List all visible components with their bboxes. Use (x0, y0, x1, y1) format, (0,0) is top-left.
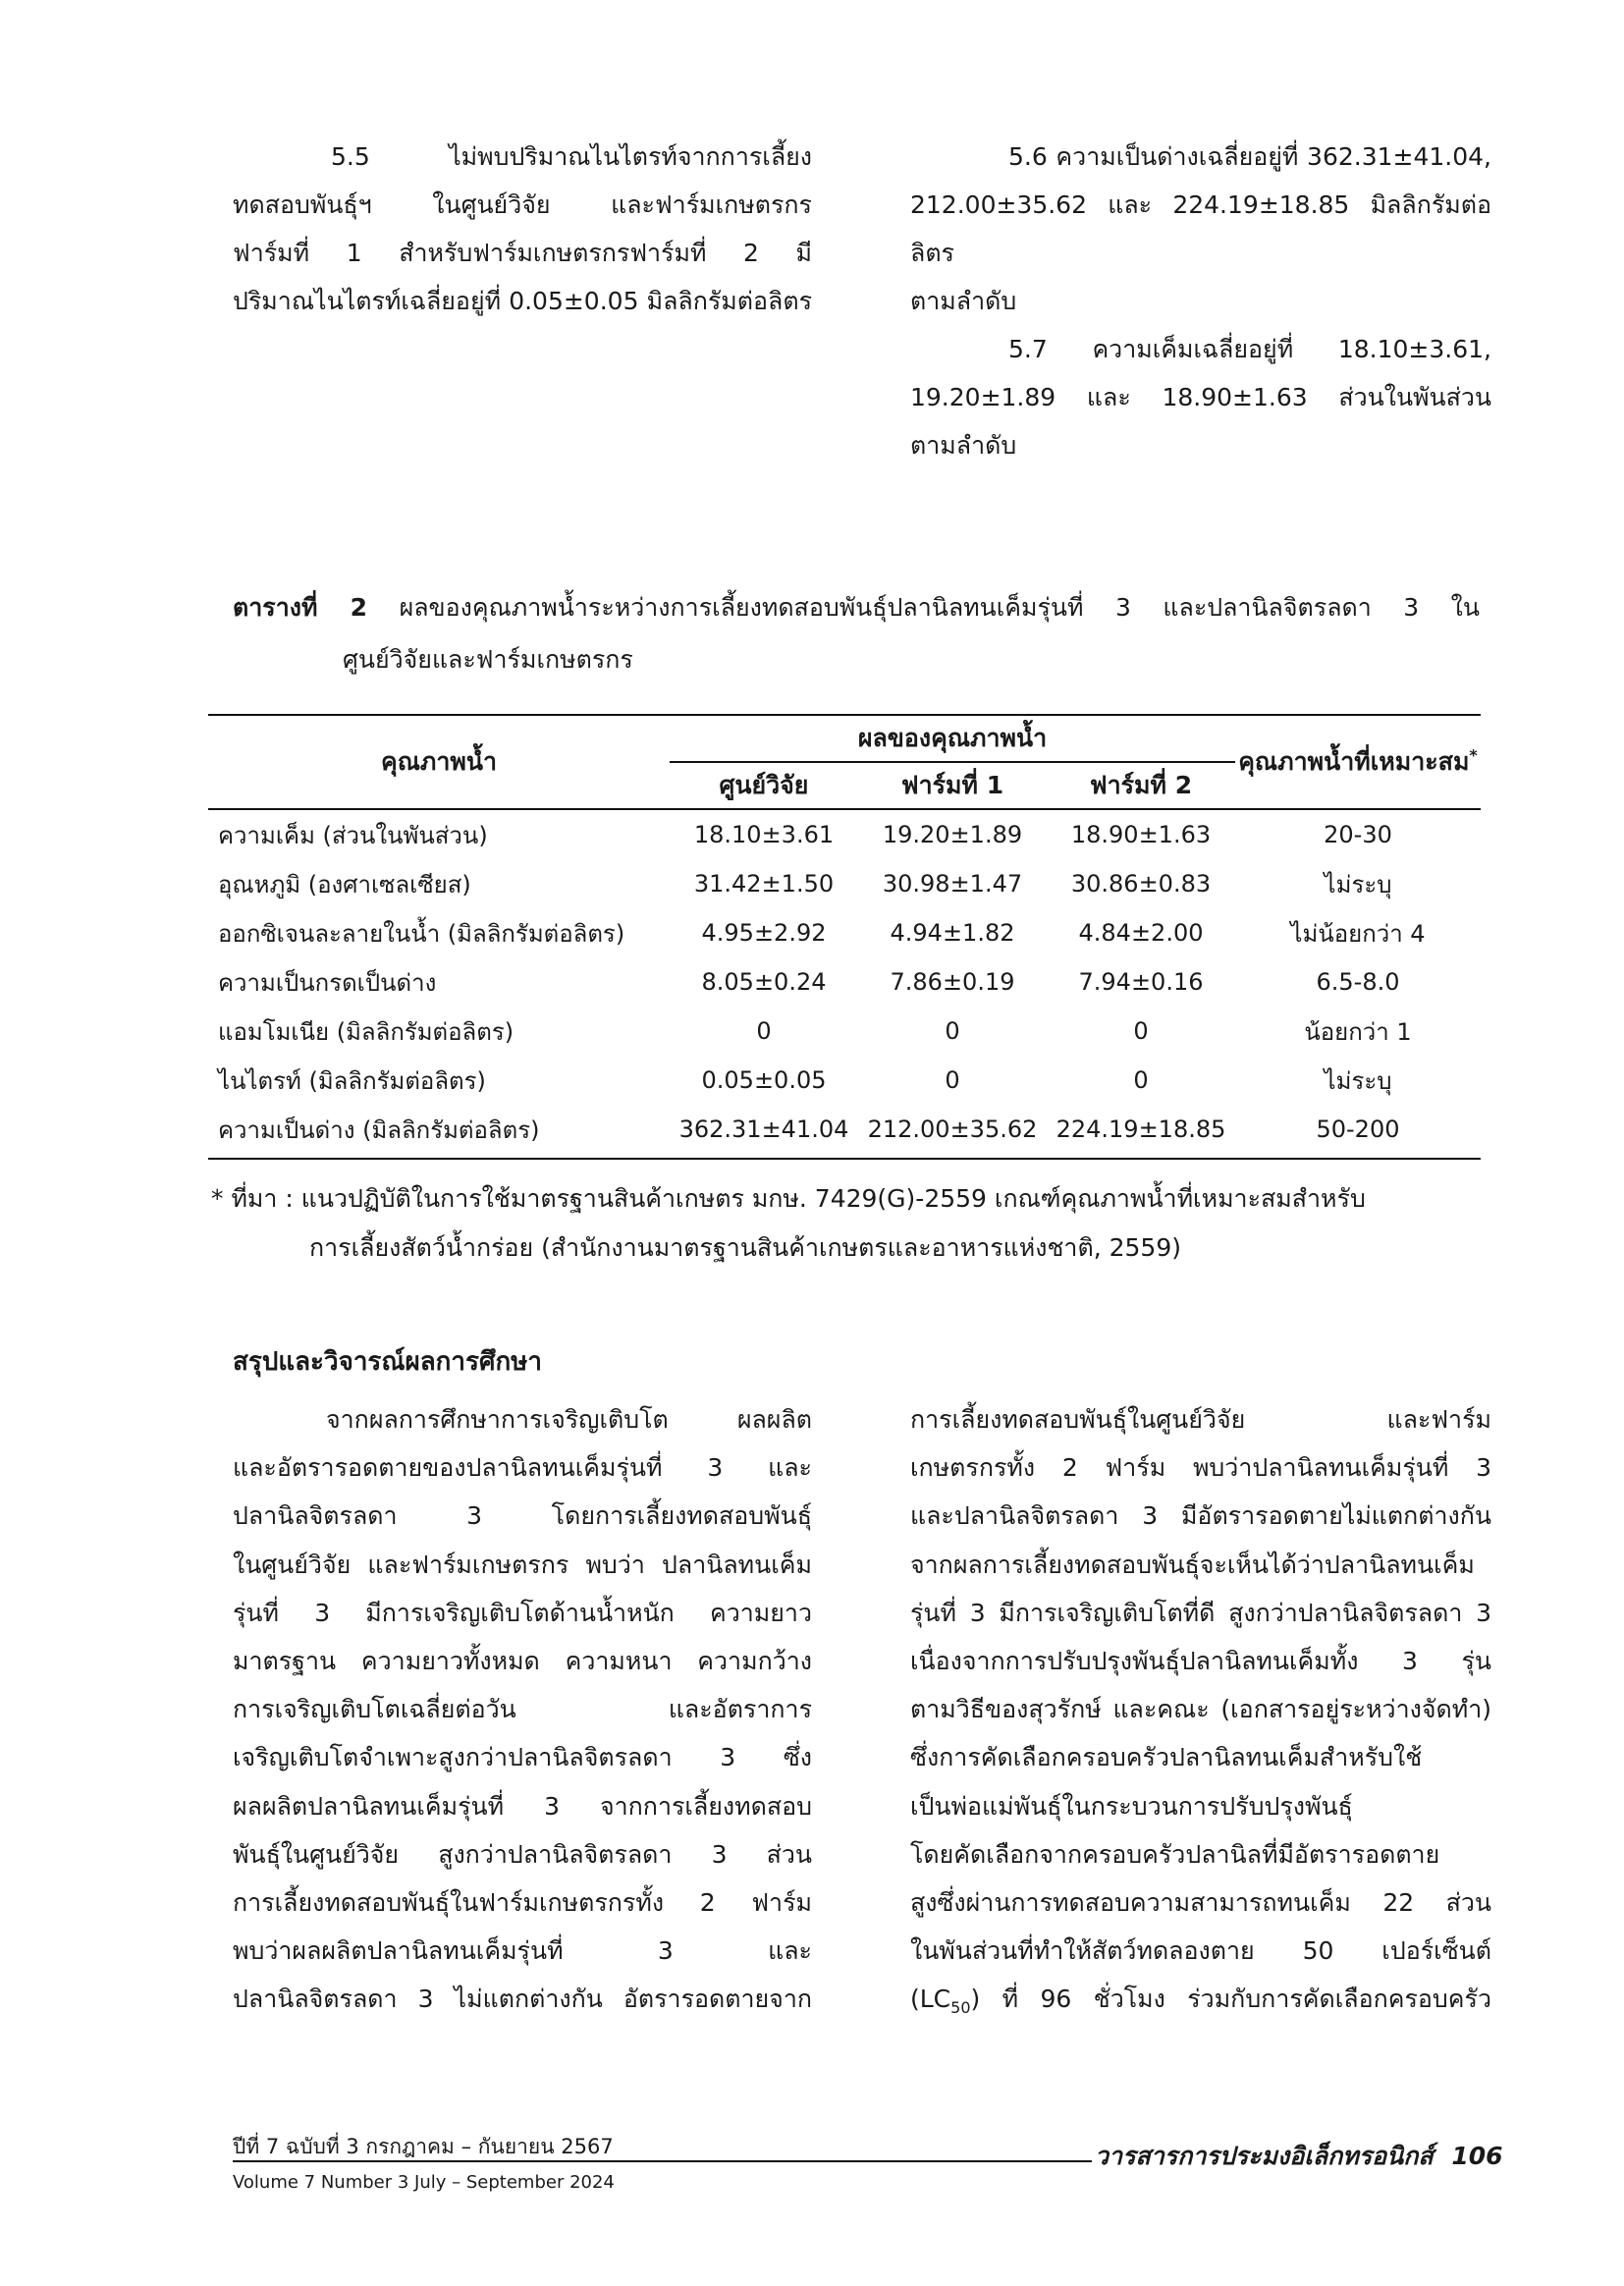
text-line: สูงซึ่งผ่านการทดสอบความสามารถทนเค็ม 22 ส่วน (910, 1888, 1491, 1918)
table-caption (233, 581, 1480, 685)
note-line-2: การเลี้ยงสัตว์น้ำกร่อย (สำนักงานมาตรฐานสินค้าเกษตรและอาหารแห่งชาติ, 2559) (309, 1233, 1181, 1262)
cell-center: 4.95±2.92 (701, 919, 827, 947)
text-line: การเลี้ยงทดสอบพันธุ์ในศูนย์วิจัย และฟาร์ม (910, 1405, 1491, 1434)
subheader-center: ศูนย์วิจัย (719, 771, 809, 799)
text-line: ตามวิธีของสุวรักษ์ และคณะ (เอกสารอยู่ระหว่างจัดทำ) (910, 1695, 1491, 1724)
lc-suffix: ) ที่ 96 ชั่วโมง ร่วมกับการคัดเลือกครอบครัว (970, 1985, 1491, 2014)
section-title: สรุปและวิจารณ์ผลการศึกษา (233, 1347, 542, 1377)
cell-param: ความเป็นด่าง (มิลลิกรัมต่อลิตร) (218, 1116, 540, 1144)
cell-param: ไนไตรท์ (มิลลิกรัมต่อลิตร) (218, 1066, 486, 1095)
caption-line-1 (233, 581, 1480, 633)
text-line: และอัตรารอดตายของปลานิลทนเค็มรุ่นที่ 3 และ (233, 1453, 812, 1483)
subheader-farm1: ฟาร์มที่ 1 (900, 771, 1004, 799)
cell-center: 31.42±1.50 (693, 870, 835, 898)
note-line-1: * ที่มา : แนวปฏิบัติในการใช้มาตรฐานสินค้าเกษตร มกษ. 7429(G)-2559 เกณฑ์คุณภาพน้ำที่เหมาะสมสำหรับ (211, 1184, 1366, 1213)
table-row (208, 908, 1481, 957)
text-line: เจริญเติบโตจำเพาะสูงกว่าปลานิลจิตรลดา 3 ซึ่ง (233, 1743, 812, 1772)
cell-farm2: 30.86±0.83 (1070, 870, 1212, 898)
text-line: 5.7 ความเค็มเฉลี่ยอยู่ที่ 18.10±3.61, (1008, 335, 1491, 363)
header-standard (1235, 715, 1481, 809)
text-line: เกษตรกรทั้ง 2 ฟาร์ม พบว่าปลานิลทนเค็มรุ่นที่ 3 (910, 1453, 1491, 1483)
text-line: 212.00±35.62 และ 224.19±18.85 มิลลิกรัมต่อลิตร (910, 190, 1491, 267)
text-line: 5.5 ไม่พบปริมาณไนไตรท์จากการเลี้ยง (331, 142, 812, 171)
text-line: ในศูนย์วิจัย และฟาร์มเกษตรกร พบว่า ปลานิลทนเค็ม (233, 1550, 812, 1579)
cell-farm2: 0 (1133, 1017, 1149, 1045)
header-group: ผลของคุณภาพน้ำ (670, 715, 1235, 762)
cell-center: 362.31±41.04 (678, 1116, 849, 1143)
top-left-paragraph (233, 133, 812, 325)
text-line: โดยคัดเลือกจากครอบครัวปลานิลที่มีอัตรารอดตาย (910, 1839, 1440, 1869)
cell-param: แอมโมเนีย (มิลลิกรัมต่อลิตร) (218, 1017, 514, 1046)
header-param: คุณภาพน้ำ (380, 747, 498, 776)
text-line: ผลผลิตปลานิลทนเค็มรุ่นที่ 3 จากการเลี้ยงทดสอบ (233, 1791, 812, 1821)
footer-rule (233, 2160, 1092, 2162)
text-line: รุ่นที่ 3 มีการเจริญเติบโตด้านน้ำหนัก ความยาว (233, 1598, 812, 1627)
cell-farm1: 19.20±1.89 (882, 821, 1023, 848)
footer-journal (1095, 2137, 1503, 2176)
text-line: ฟาร์มที่ 1 สำหรับฟาร์มเกษตรกรฟาร์มที่ 2 มี (233, 239, 812, 267)
caption-text: ผลของคุณภาพน้ำระหว่างการเลี้ยงทดสอบพันธุ์ปลานิลทนเค็มรุ่นที่ 3 และปลานิลจิตรลดา 3 ใน (399, 593, 1480, 622)
cell-farm2: 7.94±0.16 (1078, 968, 1204, 996)
text-line: การเลี้ยงทดสอบพันธุ์ในฟาร์มเกษตรกรทั้ง 2 ฟาร์ม (233, 1888, 812, 1918)
cell-farm1: 7.86±0.19 (890, 968, 1015, 996)
cell-standard: 50-200 (1316, 1116, 1400, 1143)
cell-param: ความเค็ม (ส่วนในพันส่วน) (218, 821, 488, 849)
text-line: พบว่าผลผลิตปลานิลทนเค็มรุ่นที่ 3 และ (233, 1936, 812, 1966)
table-note (211, 1174, 1488, 1273)
table-row (208, 809, 1481, 859)
journal-name: วารสารการประมงอิเล็กทรอนิกส์ (1095, 2142, 1434, 2170)
text-line: ปริมาณไนไตรท์เฉลี่ยอยู่ที่ 0.05±0.05 มิลลิกรัมต่อลิตร (233, 287, 812, 315)
table-row (208, 1056, 1481, 1105)
text-line: ในพันส่วนที่ทำให้สัตว์ทดลองตาย 50 เปอร์เซ็นต์ (910, 1936, 1491, 1966)
text-line (910, 1975, 1491, 2032)
text-line: เป็นพ่อแม่พันธุ์ในกระบวนการปรับปรุงพันธุ์ (910, 1791, 1353, 1821)
top-right-paragraph (910, 133, 1491, 469)
caption-label: ตารางที่ 2 (233, 593, 368, 622)
text-line: พันธุ์ในศูนย์วิจัย สูงกว่าปลานิลจิตรลดา 3 ส่วน (233, 1839, 812, 1869)
cell-param: อุณหภูมิ (องศาเซลเซียส) (218, 870, 471, 898)
lc-subscript: 50 (950, 1998, 971, 2018)
table-row (208, 1007, 1481, 1056)
table-row (208, 859, 1481, 908)
cell-farm1: 0 (945, 1066, 960, 1094)
text-line: และปลานิลจิตรลดา 3 มีอัตรารอดตายไม่แตกต่างกัน (910, 1501, 1491, 1531)
text-line: จากผลการเลี้ยงทดสอบพันธุ์จะเห็นได้ว่าปลานิลทนเค็ม (910, 1550, 1475, 1579)
header-standard-text: คุณภาพน้ำที่เหมาะสม (1238, 747, 1470, 776)
text-line: รุ่นที่ 3 มีการเจริญเติบโตที่ดี สูงกว่าปลานิลจิตรลดา 3 (910, 1598, 1491, 1627)
text-line: มาตรฐาน ความยาวทั้งหมด ความหนา ความกว้าง (233, 1647, 812, 1676)
footer-issue-english: Volume 7 Number 3 July – September 2024 (233, 2172, 615, 2193)
cell-center: 8.05±0.24 (701, 968, 827, 996)
table-bottom-rule (208, 1154, 1481, 1159)
cell-center: 0 (756, 1017, 772, 1045)
footer-issue-thai: ปีที่ 7 ฉบับที่ 3 กรกฎาคม – กันยายน 2567 (233, 2135, 614, 2158)
text-line: ตามลำดับ (910, 431, 1017, 460)
text-line: ตามลำดับ (910, 287, 1017, 315)
cell-standard: ไม่ระบุ (1324, 870, 1392, 898)
cell-standard: ไม่น้อยกว่า 4 (1290, 919, 1426, 948)
cell-standard: ไม่ระบุ (1324, 1066, 1392, 1095)
cell-param: ออกซิเจนละลายในน้ำ (มิลลิกรัมต่อลิตร) (218, 919, 625, 948)
text-line: การเจริญเติบโตเฉลี่ยต่อวัน และอัตราการ (233, 1695, 812, 1724)
cell-farm1: 0 (945, 1017, 960, 1045)
table-row (208, 1105, 1481, 1154)
header-standard-mark: * (1469, 745, 1478, 765)
cell-farm1: 30.98±1.47 (882, 870, 1023, 898)
water-quality-table (208, 714, 1481, 1160)
page-number: 106 (1451, 2142, 1503, 2170)
text-line: จากผลการศึกษาการเจริญเติบโต ผลผลิต (326, 1405, 812, 1434)
cell-farm1: 212.00±35.62 (867, 1116, 1038, 1143)
cell-standard: น้อยกว่า 1 (1304, 1017, 1412, 1046)
text-line: ปลานิลจิตรลดา 3 โดยการเลี้ยงทดสอบพันธุ์ (233, 1501, 812, 1531)
cell-farm1: 4.94±1.82 (890, 919, 1015, 947)
subheader-farm2: ฟาร์มที่ 2 (1089, 771, 1193, 799)
table-body (208, 809, 1481, 1154)
text-line: 5.6 ความเป็นด่างเฉลี่ยอยู่ที่ 362.31±41.04, (1008, 142, 1491, 171)
text-line: ทดสอบพันธุ์ฯ ในศูนย์วิจัย และฟาร์มเกษตรกร (233, 190, 812, 219)
cell-farm2: 4.84±2.00 (1078, 919, 1204, 947)
cell-farm2: 0 (1133, 1066, 1149, 1094)
text-line: 19.20±1.89 และ 18.90±1.63 ส่วนในพันส่วน (910, 383, 1491, 411)
table-row (208, 957, 1481, 1007)
cell-farm2: 224.19±18.85 (1056, 1116, 1226, 1143)
body-left-paragraph (233, 1395, 812, 2024)
cell-center: 18.10±3.61 (693, 821, 835, 848)
text-line: เนื่องจากการปรับปรุงพันธุ์ปลานิลทนเค็มทั้ง 3 รุ่น (910, 1647, 1491, 1676)
text-line: ปลานิลจิตรลดา 3 ไม่แตกต่างกัน อัตรารอดตายจาก (233, 1985, 812, 2014)
cell-param: ความเป็นกรดเป็นด่าง (218, 968, 437, 997)
lc-prefix: (LC (910, 1985, 951, 2014)
cell-farm2: 18.90±1.63 (1070, 821, 1212, 848)
cell-standard: 6.5-8.0 (1316, 968, 1400, 996)
caption-line-2: ศูนย์วิจัยและฟาร์มเกษตรกร (343, 645, 633, 674)
body-right-paragraph (910, 1395, 1491, 2033)
cell-center: 0.05±0.05 (701, 1066, 827, 1094)
cell-standard: 20-30 (1324, 821, 1392, 848)
text-line: ซึ่งการคัดเลือกครอบครัวปลานิลทนเค็มสำหรับใช้ (910, 1743, 1423, 1772)
